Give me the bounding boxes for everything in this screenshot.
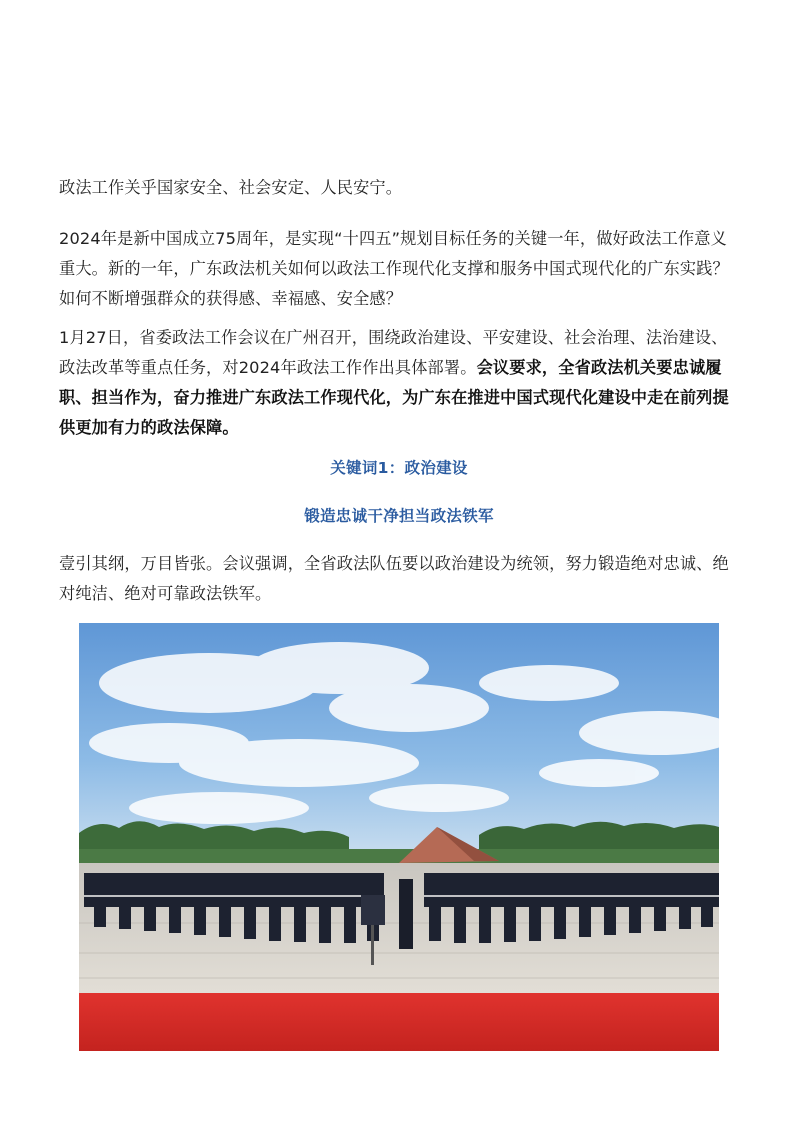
keyword-heading: 关键词1：政治建设: [330, 459, 468, 477]
paragraph-meeting: [59, 323, 739, 443]
meeting-summary-text: 1月27日，省委政法工作会议在广州召开，围绕政治建设、平安建设、社会治理、法治建设、政法改革等重点任务，对2024年政法工作作出具体部署。: [59, 328, 728, 377]
paragraph-political-building: 壹引其纲，万目皆张。会议强调，全省政法队伍要以政治建设为统领，努力锻造绝对忠诚、绝对纯洁、绝对可靠政法铁军。: [59, 554, 729, 603]
meeting-requirement-text: 会议要求，全省政法机关要忠诚履职、担当作为，奋力推进广东政法工作现代化，为广东在推进中国式现代化建设中走在前列提供更加有力的政法保障。: [59, 358, 729, 437]
section-subheading: 锻造忠诚干净担当政法铁军: [304, 507, 494, 525]
ceremony-photo: [79, 623, 719, 1051]
paragraph-intro: 政法工作关乎国家安全、社会安定、人民安宁。: [59, 178, 403, 197]
paragraph-context: 2024年是新中国成立75周年，是实现“十四五”规划目标任务的关键一年，做好政法工作意义重大。新的一年，广东政法机关如何以政法工作现代化支撑和服务中国式现代化的广东实践？如何不断增强群众的获得感、幸福感、安全感？: [59, 229, 729, 308]
